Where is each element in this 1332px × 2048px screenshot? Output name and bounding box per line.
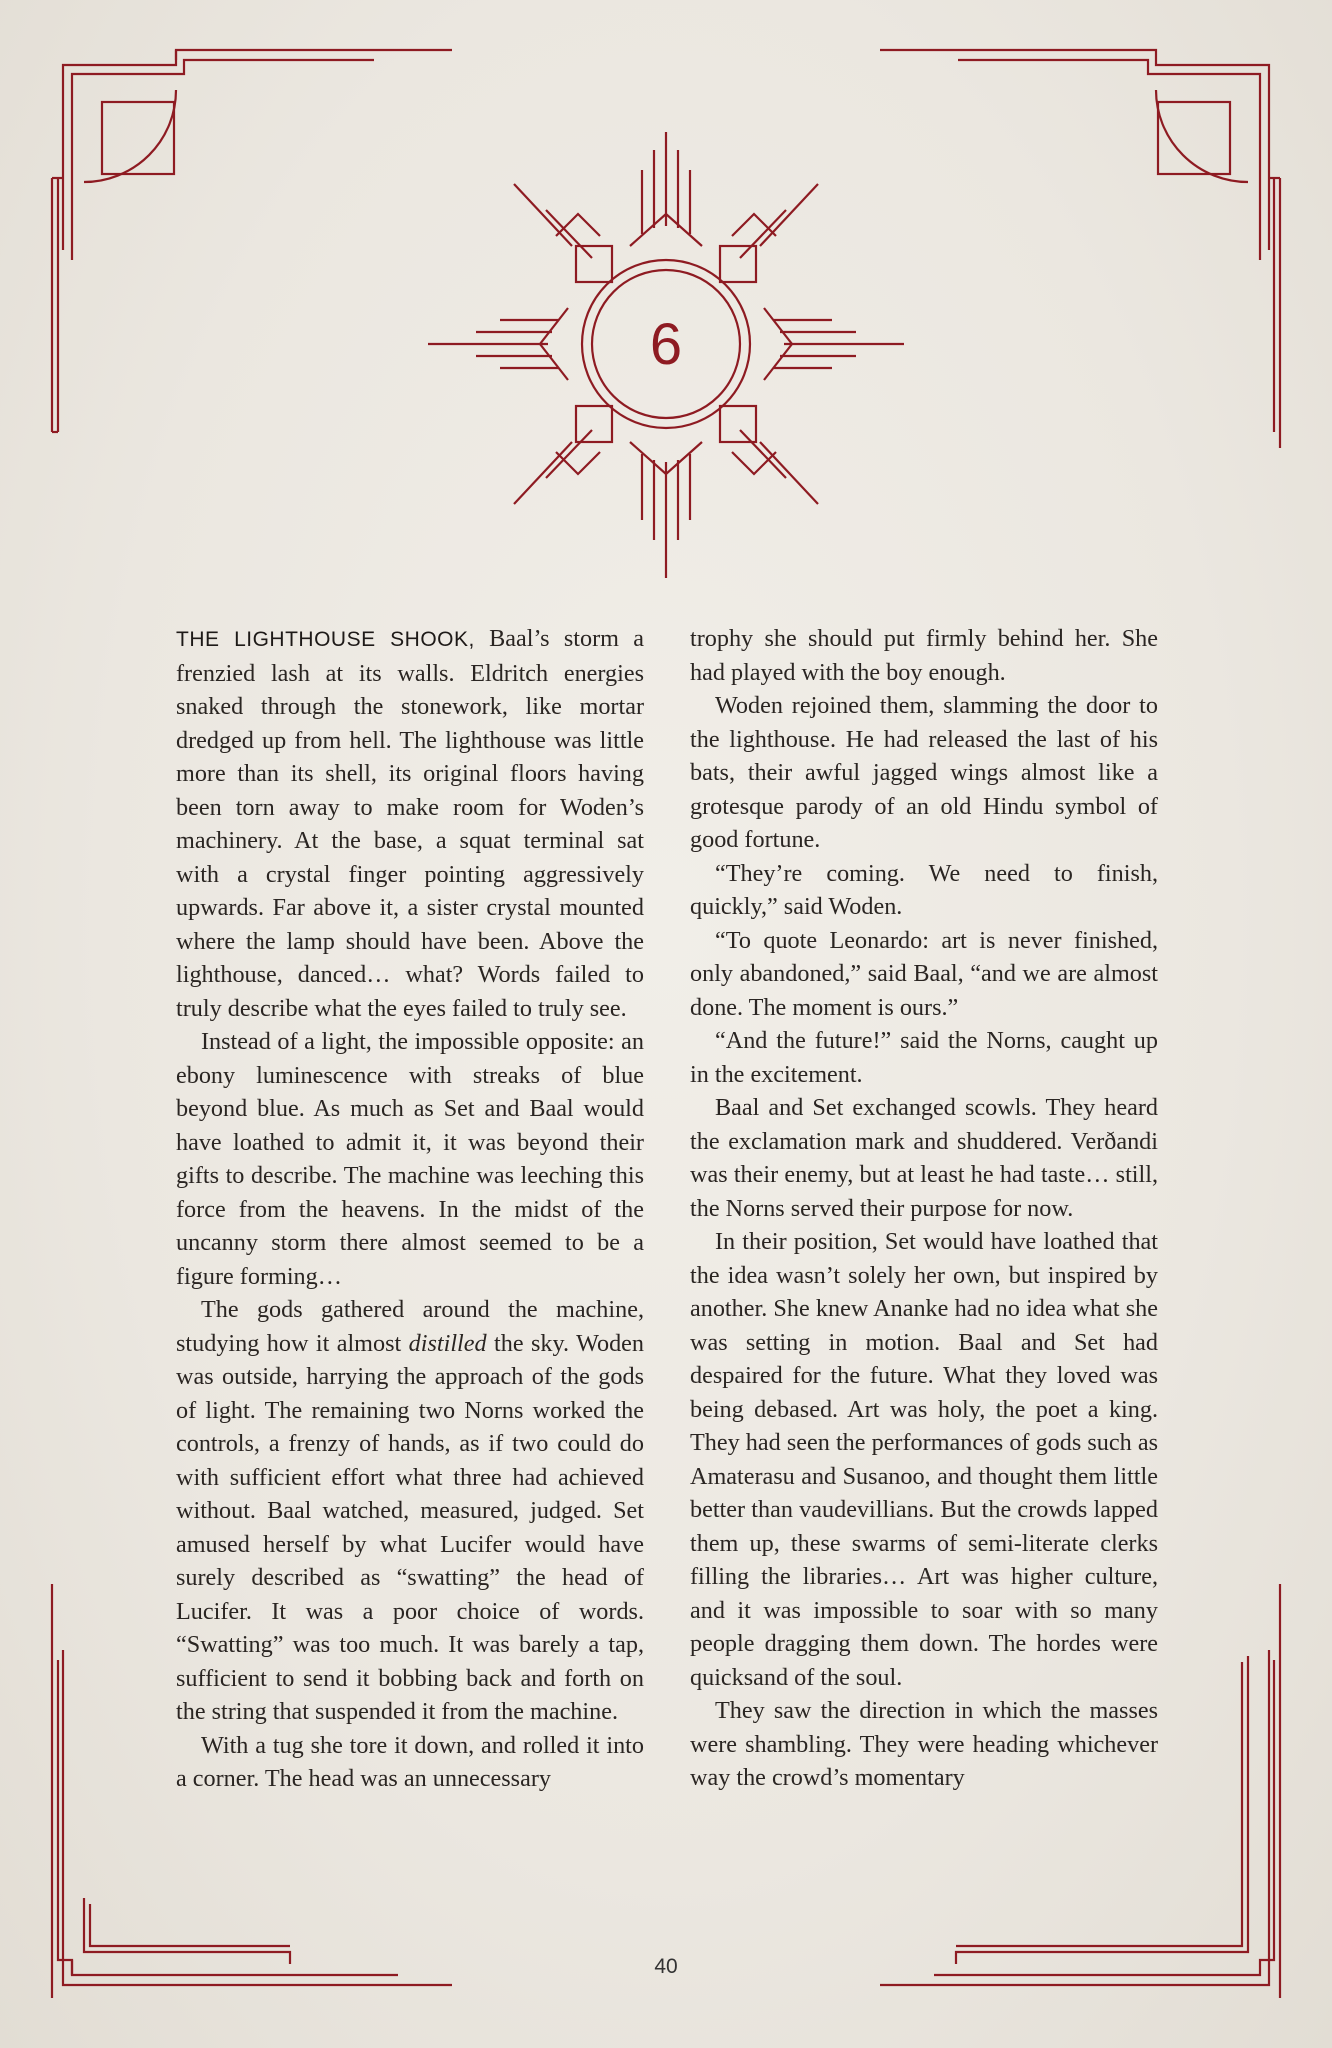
text-segment: Baal’s storm a frenzied lash at its walls. Eldritch energies snaked through the stonework, like mortar dredged up from hell. The lighthouse was little more than its shell, its original floors having been torn away to make room for Woden’s machinery. At the base, a squat terminal sat with a crystal finger pointing aggressively upwards. Far above it, a sister crystal mounted where the lamp should have been. Above the lighthouse, danced… what? Words failed to truly describe what the eyes failed to truly see. (176, 625, 644, 1022)
paragraph (690, 1694, 1158, 1795)
paragraph (690, 622, 1158, 689)
text-segment: Baal and Set exchanged scowls. They heard the exclamation mark and shuddered. Verðandi was their enemy, but at least he had taste… still, the Norns served their purpose for now. (690, 1094, 1158, 1222)
text-segment: “To quote Leonardo: art is never finished, only abandoned,” said Baal, “and we are almost done. The moment is ours.” (690, 926, 1158, 1021)
text-segment: “And the future!” said the Norns, caught up in the excitement. (690, 1027, 1158, 1088)
paragraph (690, 1225, 1158, 1694)
text-segment: In their position, Set would have loathed that the idea wasn’t solely her own, but inspired by another. She knew Ananke had no idea what she was setting in motion. Baal and Set had despaired for the future. What they loved was being debased. Art was holy, the poet a king. They had seen the performances of gods such as Amaterasu and Susanoo, and thought them little better than vaudevillians. But the crowds lapped them up, these swarms of semi-literate clerks filling the libraries… Art was higher culture, and it was impossible to soar with so many people dragging them down. The hordes were quicksand of the soul. (690, 1228, 1158, 1691)
text-segment: “They’re coming. We need to finish, quickly,” said Woden. (690, 859, 1158, 920)
text-segment: With a tug she tore it down, and rolled it into a corner. The head was an unnecessary (176, 1731, 644, 1792)
right-column (690, 622, 1158, 1795)
page-number: 40 (654, 1955, 678, 1978)
paragraph (176, 622, 644, 1025)
paragraph (176, 1293, 644, 1729)
text-segment: The gods gathered around the machine, studying how it almost (176, 1296, 644, 1357)
left-column (176, 622, 644, 1796)
italic-text: distilled (408, 1329, 487, 1357)
text-segment: trophy she should put firmly behind her. She had played with the boy enough. (690, 625, 1158, 686)
paragraph (690, 857, 1158, 924)
chapter-number: 6 (649, 312, 683, 377)
paragraph (690, 689, 1158, 857)
text-segment: Instead of a light, the impossible opposite: an ebony luminescence with streaks of blue beyond blue. As much as Set and Baal would have loathed to admit it, it was beyond their gifts to describe. The machine was leeching this force from the heavens. In the midst of the uncanny storm there almost seemed to be a figure forming… (176, 1028, 644, 1290)
chapter-lead-in: THE LIGHTHOUSE SHOOK, (176, 628, 475, 651)
corner-ornament-top-right (880, 50, 1280, 448)
paragraph (690, 1091, 1158, 1225)
paragraph (176, 1729, 644, 1796)
corner-ornament-top-left (52, 50, 452, 432)
paragraph (176, 1025, 644, 1293)
paragraph (690, 1024, 1158, 1091)
text-segment: the sky. Woden was outside, harrying the approach of the gods of light. The remaining two Norns worked the controls, a frenzy of hands, as if two could do with sufficient effort what three had achieved without. Baal watched, measured, judged. Set amused herself by what Lucifer would have surely described as “swatting” the head of Lucifer. It was a poor choice of words. “Swatting” was too much. It was barely a tap, sufficient to send it bobbing back and forth on the string that suspended it from the machine. (176, 1329, 644, 1725)
paragraph (690, 924, 1158, 1025)
text-segment: Woden rejoined them, slamming the door to the lighthouse. He had released the last of his bats, their awful jagged wings almost like a grotesque parody of an old Hindu symbol of good fortune. (690, 692, 1158, 853)
text-segment: They saw the direction in which the masses were shambling. They were heading whichever way the crowd’s momentary (690, 1697, 1158, 1791)
